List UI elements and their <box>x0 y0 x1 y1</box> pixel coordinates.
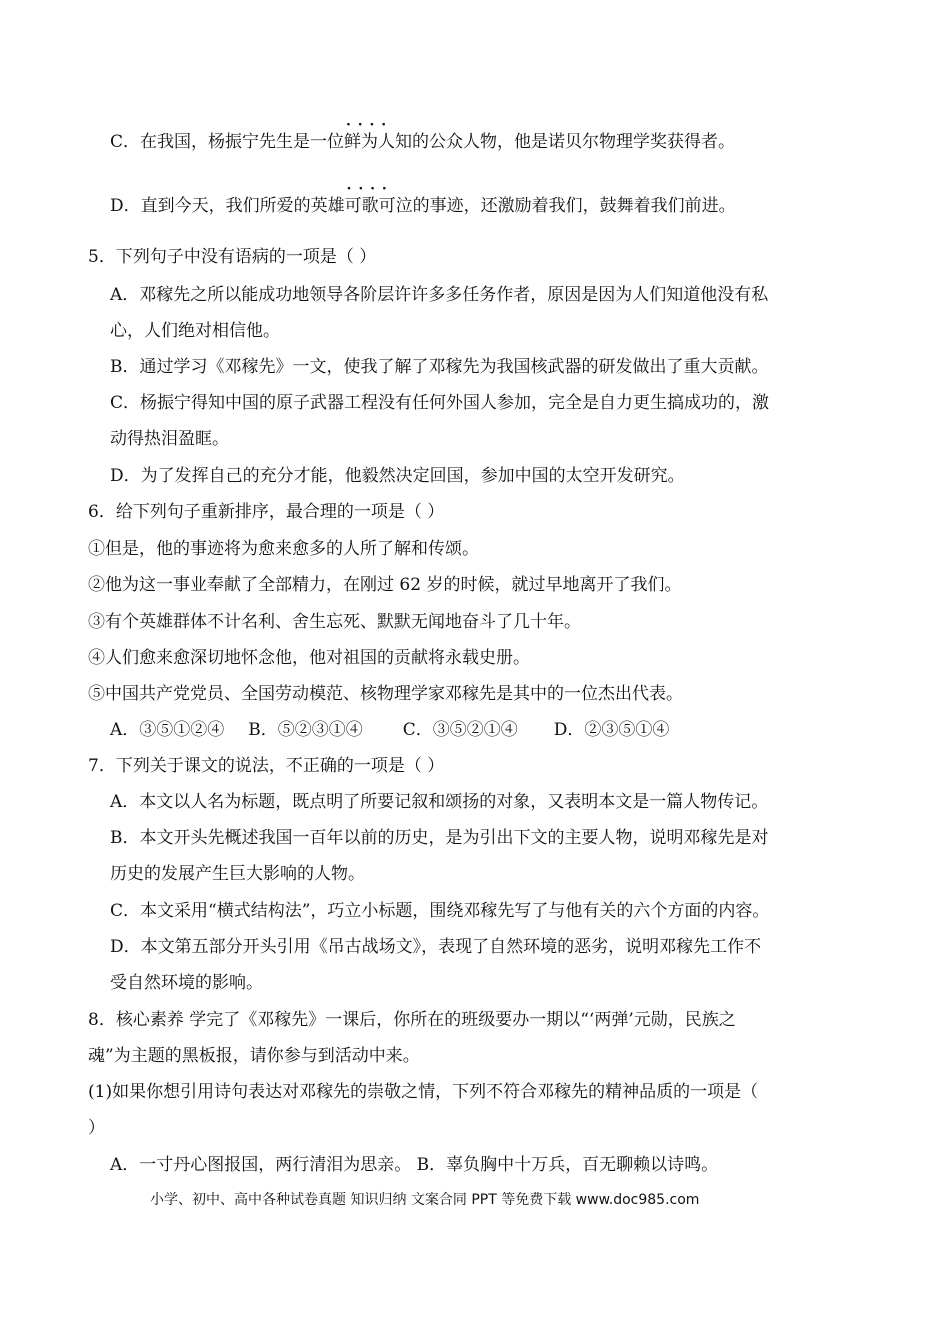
q5-option-a-line2: 心，人们绝对相信他。 <box>110 321 280 341</box>
q4-option-c-dotted: · · 鲜为人知 <box>344 130 412 154</box>
q7-option-b-line2: 历史的发展产生巨大影响的人物。 <box>110 864 365 884</box>
q4-option-d-dotted: · · 可歌可泣 <box>345 194 413 218</box>
q4-option-c <box>110 130 735 154</box>
q5-option-a-line1: A．邓稼先之所以能成功地领导各阶层许许多多任务作者，原因是因为人们知道他没有私 <box>110 285 769 305</box>
q4-option-d <box>110 194 736 218</box>
q8-sub1-bracket: ） <box>88 1118 105 1138</box>
q6-option-b: B．⑤②③①④ <box>248 720 363 740</box>
q8-stem-line2: 魂”为主题的黑板报，请你参与到活动中来。 <box>88 1046 420 1066</box>
q7-stem: 7．下列关于课文的说法，不正确的一项是（ ） <box>88 756 445 776</box>
q6-options <box>110 718 693 742</box>
q5-option-b: B．通过学习《邓稼先》一文，使我了解了邓稼先为我国核武器的研发做出了重大贡献。 <box>110 357 769 377</box>
page-footer: 小学、初中、高中各种试卷真题 知识归纳 文案合同 PPT 等免费下载 www.doc985.com <box>150 1192 700 1208</box>
q6-sentence-1: ①但是，他的事迹将为愈来愈多的人所了解和传颂。 <box>88 539 479 559</box>
q6-sentence-4: ④人们愈来愈深切地怀念他，他对祖国的贡献将永载史册。 <box>88 648 530 668</box>
q5-stem: 5．下列句子中没有语病的一项是（ ） <box>88 247 377 267</box>
q6-stem: 6．给下列句子重新排序，最合理的一项是（ ） <box>88 502 445 522</box>
q7-option-c: C．本文采用“横式结构法”，巧立小标题，围绕邓稼先写了与他有关的六个方面的内容。 <box>110 901 770 921</box>
q7-option-a: A．本文以人名为标题，既点明了所要记叙和颂扬的对象，又表明本文是一篇人物传记。 <box>110 792 769 812</box>
q7-option-d-line2: 受自然环境的影响。 <box>110 973 263 993</box>
q5-option-c-line2: 动得热泪盈眶。 <box>110 429 229 449</box>
q6-sentence-5: ⑤中国共产党党员、全国劳动模范、核物理学家邓稼先是其中的一位杰出代表。 <box>88 684 683 704</box>
q4-option-d-after: 的事迹，还激励着我们，鼓舞着我们前进。 <box>412 196 736 216</box>
q5-option-c-line1: C．杨振宁得知中国的原子武器工程没有任何外国人参加，完全是自力更生搞成功的，激 <box>110 393 770 413</box>
q5-option-d: D．为了发挥自己的充分才能，他毅然决定回国，参加中国的太空开发研究。 <box>110 466 685 486</box>
q8-stem-line1: 8．核心素养 学完了《邓稼先》一课后，你所在的班级要办一期以“‘两弹’元勋，民族之 <box>88 1010 736 1030</box>
q4-option-c-before: C．在我国，杨振宁先生是一位 <box>110 132 345 152</box>
q7-option-d-line1: D．本文第五部分开头引用《吊古战场文》，表现了自然环境的恶劣，说明邓稼先工作不 <box>110 937 762 957</box>
q4-option-d-before: D．直到今天，我们所爱的英雄 <box>110 196 345 216</box>
q6-option-c: C．③⑤②①④ <box>402 720 518 740</box>
q8-sub1-options: A．一寸丹心图报国，两行清泪为思亲。 B．辜负胸中十万兵，百无聊赖以诗鸣。 <box>110 1155 719 1175</box>
q6-sentence-3: ③有个英雄群体不计名利、舍生忘死、默默无闻地奋斗了几十年。 <box>88 612 581 632</box>
q6-option-a: A．③⑤①②④ <box>110 720 225 740</box>
q8-sub1-stem: (1)如果你想引用诗句表达对邓稼先的崇敬之情，下列不符合邓稼先的精神品质的一项是（ <box>88 1082 759 1102</box>
q7-option-b-line1: B．本文开头先概述我国一百年以前的历史，是为引出下文的主要人物，说明邓稼先是对 <box>110 828 769 848</box>
q4-option-c-after: 的公众人物，他是诺贝尔物理学奖获得者。 <box>412 132 736 152</box>
q6-sentence-2: ②他为这一事业奉献了全部精力，在刚过 62 岁的时候，就过早地离开了我们。 <box>88 575 682 595</box>
q6-option-d: D．②③⑤①④ <box>553 720 670 740</box>
